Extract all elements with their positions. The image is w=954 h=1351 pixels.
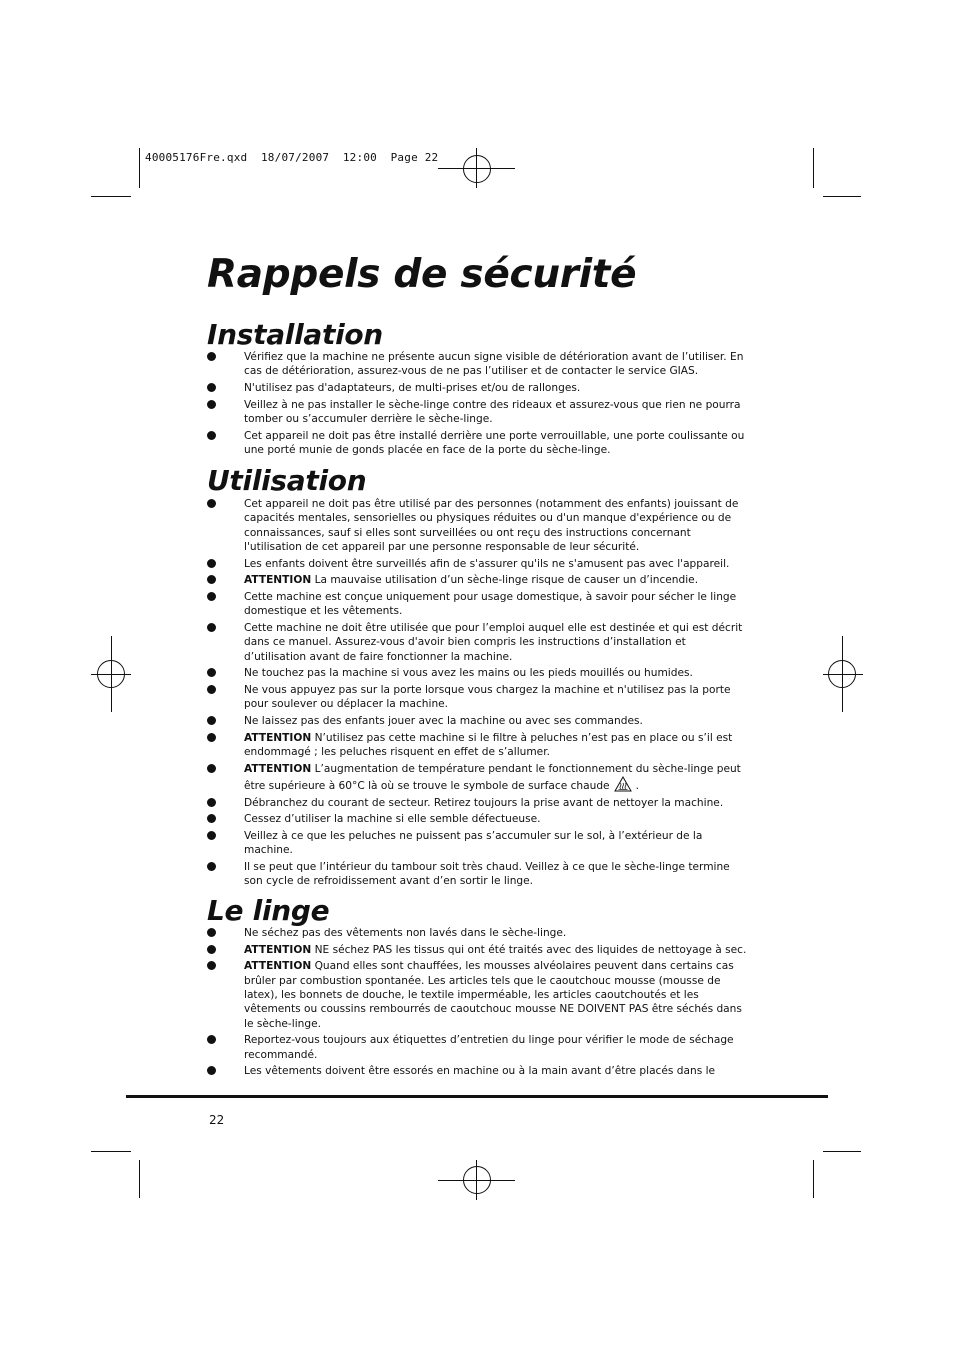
item-text: Vérifiez que la machine ne présente aucun signe visible de détérioration avant de l’utiliser. En cas de détérioration, assurez-vous de ne pas l’utiliser et de contacter le service GIAS.	[244, 351, 744, 378]
bullet-icon	[207, 383, 216, 392]
list-item	[207, 829, 747, 858]
item-text: Ne laissez pas des enfants jouer avec la machine ou avec ses commandes.	[244, 714, 643, 727]
bullet-icon	[207, 685, 216, 694]
crop-mark	[823, 1151, 861, 1152]
footer-rule	[126, 1095, 828, 1098]
section-title-le-linge: Le linge	[207, 894, 330, 927]
bullet-icon	[207, 559, 216, 568]
bullet-icon	[207, 592, 216, 601]
le-linge-list	[207, 926, 747, 1081]
item-text: Veillez à ce que les peluches ne puissent pas s’accumuler sur le sol, à l’extérieur de la machine.	[244, 829, 703, 857]
print-slug: 40005176Fre.qxd 18/07/2007 12:00 Page 22	[145, 151, 439, 164]
list-item	[207, 714, 747, 728]
registration-mark	[463, 155, 491, 183]
bullet-icon	[207, 668, 216, 677]
crop-mark	[139, 148, 140, 188]
item-text: Les vêtements doivent être essorés en machine ou à la main avant d’être placés dans le	[244, 1065, 716, 1078]
bullet-icon	[207, 431, 216, 440]
item-text: N’utilisez pas cette machine si le filtre à peluches n’est pas en place ou s’il est endommagé ; les peluches risquent en effet de s’allumer.	[244, 731, 733, 758]
crop-mark	[813, 148, 814, 188]
registration-mark	[828, 660, 856, 688]
hot-surface-icon	[614, 776, 632, 792]
attention-label: ATTENTION	[244, 943, 312, 956]
item-text: La mauvaise utilisation d’un sèche-linge risque de causer un d’incendie.	[311, 574, 699, 587]
item-text: Ne touchez pas la machine si vous avez les mains ou les pieds mouillés ou humides.	[244, 667, 693, 680]
item-text: Quand elles sont chauffées, les mousses alvéolaires peuvent dans certains cas brûler par combustion spontanée. Les articles tels que le caoutchouc mousse (mousse de latex), les bonnets de douche, le textile imperméable, les articles caoutchoutés et les vêtements ou coussins rembourrés de caoutchouc mousse NE DOIVENT PAS être séchés dans le sèche-linge.	[244, 960, 742, 1030]
installation-list	[207, 350, 747, 460]
list-item	[207, 762, 747, 794]
bullet-icon	[207, 1066, 216, 1075]
bullet-icon	[207, 928, 216, 937]
section-title-utilisation: Utilisation	[207, 464, 367, 497]
item-text: Ne séchez pas des vêtements non lavés dans le sèche-linge.	[244, 927, 567, 939]
item-text-tail: .	[635, 779, 639, 792]
list-item	[207, 812, 747, 826]
list-item	[207, 959, 747, 1030]
page-number: 22	[209, 1113, 225, 1127]
list-item	[207, 429, 747, 458]
list-item	[207, 796, 747, 810]
item-text: Débranchez du courant de secteur. Retirez toujours la prise avant de nettoyer la machine.	[244, 796, 724, 809]
list-item	[207, 381, 747, 395]
list-item	[207, 398, 747, 427]
section-title-installation: Installation	[207, 318, 383, 351]
crop-mark	[91, 1151, 131, 1152]
item-text: Cet appareil ne doit pas être utilisé par des personnes (notamment des enfants) jouissant de capacités mentales, sensorielles ou physiques réduites ou d'un manque d'expérience ou de connaissances, sauf si elles sont surveillées ou ont reçu des instructions concernant l'utilisation de cet appareil par une personne responsable de leur sécurité.	[244, 498, 739, 553]
item-text: Cessez d’utiliser la machine si elle semble défectueuse.	[244, 813, 541, 826]
bullet-icon	[207, 798, 216, 807]
item-text: Veillez à ne pas installer le sèche-linge contre des rideaux et assurez-vous que rien ne pourra tomber ou s’accumuler derrière le sèche-linge.	[244, 398, 741, 425]
item-text: Cette machine est conçue uniquement pour usage domestique, à savoir pour sécher le linge domestique et les vêtements.	[244, 590, 737, 618]
bullet-icon	[207, 623, 216, 632]
list-item	[207, 557, 747, 571]
list-item	[207, 573, 747, 587]
list-item	[207, 860, 747, 889]
bullet-icon	[207, 733, 216, 742]
item-text: Cette machine ne doit être utilisée que pour l’emploi auquel elle est destinée et qui est décrit dans ce manuel. Assurez-vous d'avoir bien compris les instructions d’installation et d’utilisation avant de faire fonctionner la machine.	[244, 621, 743, 663]
list-item	[207, 731, 747, 760]
list-item	[207, 1064, 747, 1078]
attention-label: ATTENTION	[244, 762, 312, 775]
bullet-icon	[207, 764, 216, 773]
bullet-icon	[207, 862, 216, 871]
bullet-icon	[207, 814, 216, 823]
item-text: NE séchez PAS les tissus qui ont été traités avec des liquides de nettoyage à sec.	[311, 943, 747, 956]
bullet-icon	[207, 961, 216, 970]
bullet-icon	[207, 352, 216, 361]
item-text: Il se peut que l’intérieur du tambour soit très chaud. Veillez à ce que le sèche-linge termine son cycle de refroidissement avant d’en sortir le linge.	[244, 860, 730, 888]
list-item	[207, 497, 747, 554]
list-item	[207, 926, 747, 940]
crop-mark	[139, 1160, 140, 1198]
bullet-icon	[207, 499, 216, 508]
utilisation-list	[207, 497, 747, 891]
crop-mark	[813, 1160, 814, 1198]
bullet-icon	[207, 1035, 216, 1044]
list-item	[207, 666, 747, 680]
crop-mark	[91, 196, 131, 197]
attention-label: ATTENTION	[244, 731, 312, 744]
page-title: Rappels de sécurité	[207, 252, 637, 297]
list-item	[207, 1033, 747, 1062]
bullet-icon	[207, 831, 216, 840]
list-item	[207, 943, 747, 957]
list-item	[207, 350, 747, 379]
list-item	[207, 683, 747, 712]
bullet-icon	[207, 716, 216, 725]
list-item	[207, 621, 747, 664]
attention-label: ATTENTION	[244, 960, 312, 973]
list-item	[207, 590, 747, 619]
registration-mark	[97, 660, 125, 688]
bullet-icon	[207, 400, 216, 409]
item-text: Les enfants doivent être surveillés afin de s'assurer qu'ils ne s'amusent pas avec l'appareil.	[244, 557, 730, 570]
item-text: Cet appareil ne doit pas être installé derrière une porte verrouillable, une porte coulissante ou une porté munie de gonds placée en face de la porte du sèche-linge.	[244, 429, 745, 456]
item-text: L’augmentation de température pendant le fonctionnement du sèche-linge peut être supérieure à 60°C là où se trouve le symbole de surface chaude	[244, 762, 741, 792]
item-text: N'utilisez pas d'adaptateurs, de multi-prises et/ou de rallonges.	[244, 381, 581, 394]
item-text: Reportez-vous toujours aux étiquettes d’entretien du linge pour vérifier le mode de séchage recommandé.	[244, 1034, 734, 1061]
crop-mark	[823, 196, 861, 197]
item-text: Ne vous appuyez pas sur la porte lorsque vous chargez la machine et n'utilisez pas la porte pour soulever ou déplacer la machine.	[244, 683, 731, 711]
bullet-icon	[207, 945, 216, 954]
registration-mark	[463, 1166, 491, 1194]
attention-label: ATTENTION	[244, 574, 312, 587]
bullet-icon	[207, 575, 216, 584]
